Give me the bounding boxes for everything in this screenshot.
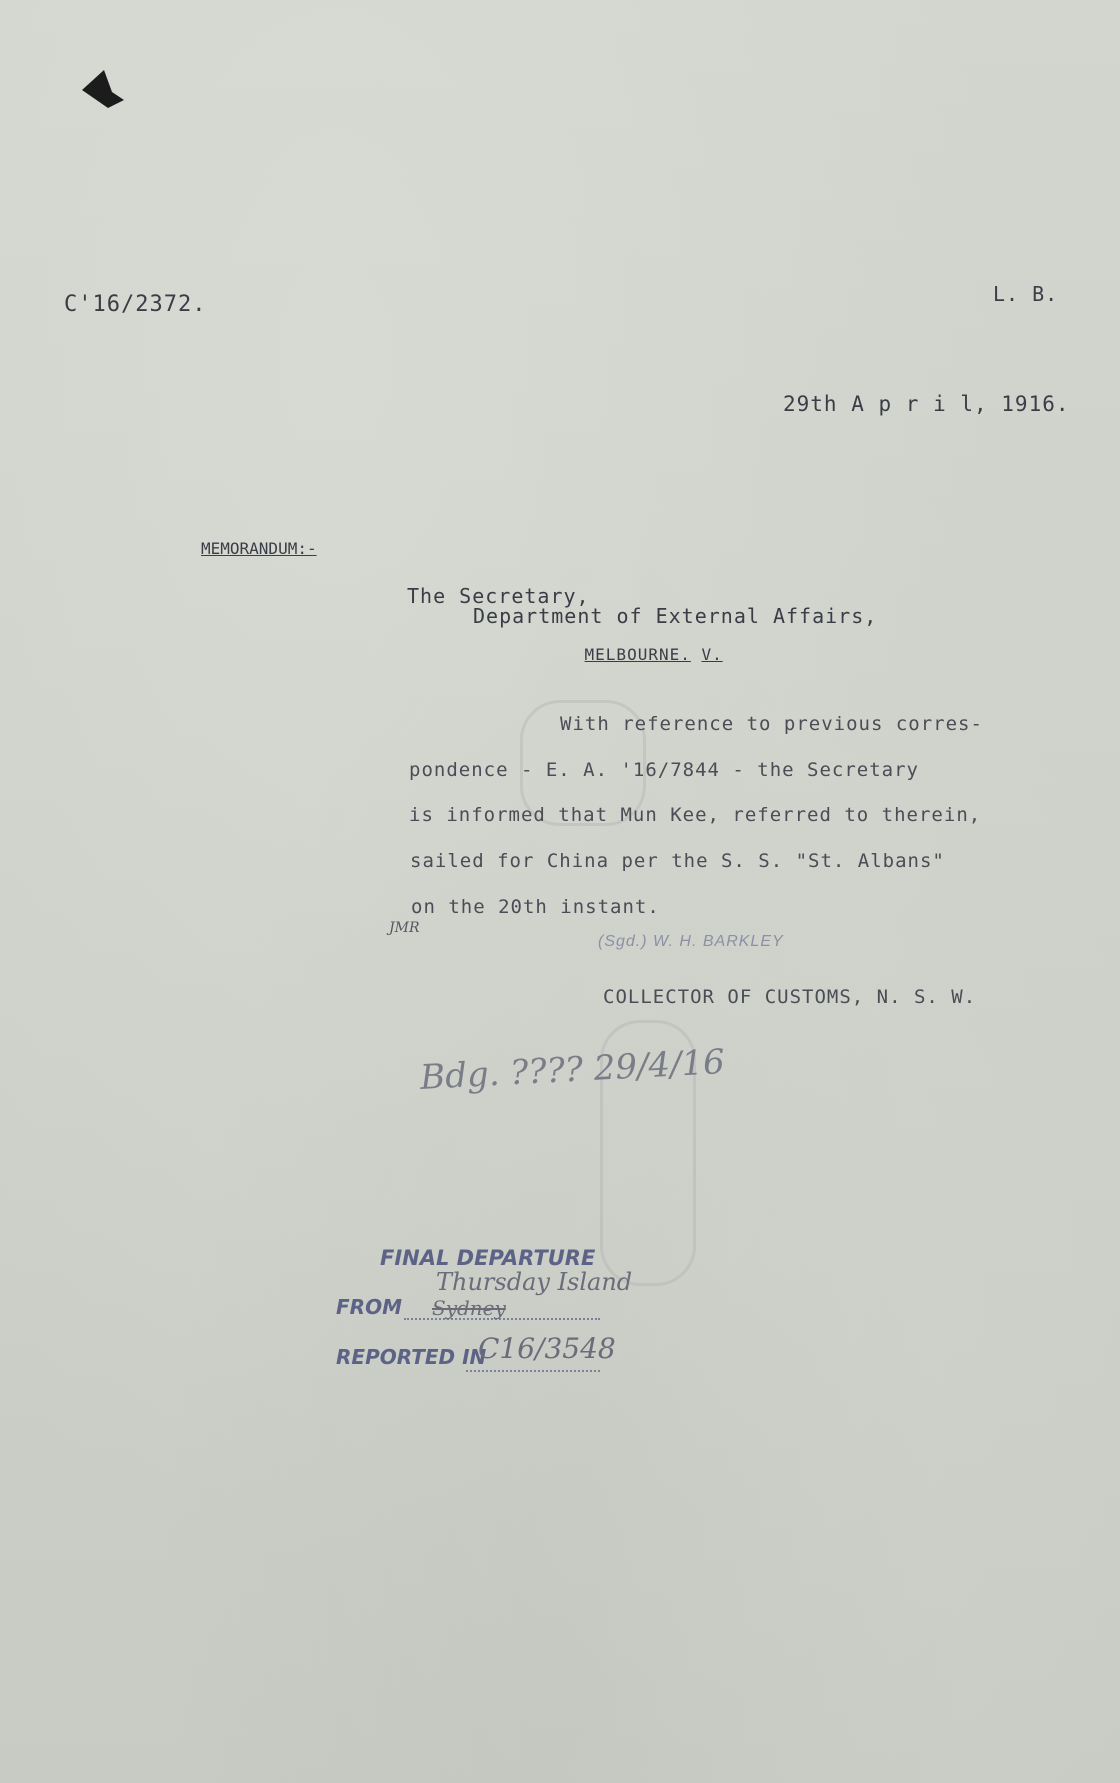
signatory-title: COLLECTOR OF CUSTOMS, N. S. W. [603, 986, 977, 1008]
body-line: is informed that Mun Kee, referred to therein, [409, 804, 982, 826]
reported-dotted-line [466, 1370, 600, 1372]
addressee-line1: The Secretary, [407, 584, 590, 608]
departure-from-struck: Sydney [432, 1296, 506, 1320]
addressee-line2: Department of External Affairs, [473, 604, 878, 628]
initials: L. B. [993, 282, 1059, 306]
punch-hole-mark [78, 66, 128, 112]
departure-reported-label: REPORTED IN [336, 1345, 487, 1369]
memo-date: 29th A p r i l, 1916. [783, 392, 1070, 416]
signature-initials: JMR [389, 920, 420, 936]
departure-stamp-title: FINAL DEPARTURE [380, 1246, 596, 1270]
signature-stamp: (Sgd.) W. H. BARKLEY [598, 933, 784, 950]
departure-from-label: FROM [336, 1295, 402, 1319]
departure-reported-value: C16/3548 [478, 1332, 616, 1365]
body-line: pondence - E. A. '16/7844 - the Secretary [409, 759, 919, 781]
addressee-state: V. [701, 645, 723, 664]
body-line: on the 20th instant. [411, 896, 660, 918]
departure-from-value: Thursday Island [436, 1268, 633, 1296]
addressee-line3 [542, 626, 723, 683]
reference-number: C'16/2372. [64, 292, 207, 317]
body-line: sailed for China per the S. S. "St. Albans" [410, 850, 945, 872]
handwritten-note: Bdg. ???? 29/4/16 [419, 1042, 726, 1098]
body-line: With reference to previous corres- [560, 713, 983, 735]
memo-heading: MEMORANDUM:- [201, 539, 317, 558]
addressee-city: MELBOURNE. [584, 645, 691, 664]
